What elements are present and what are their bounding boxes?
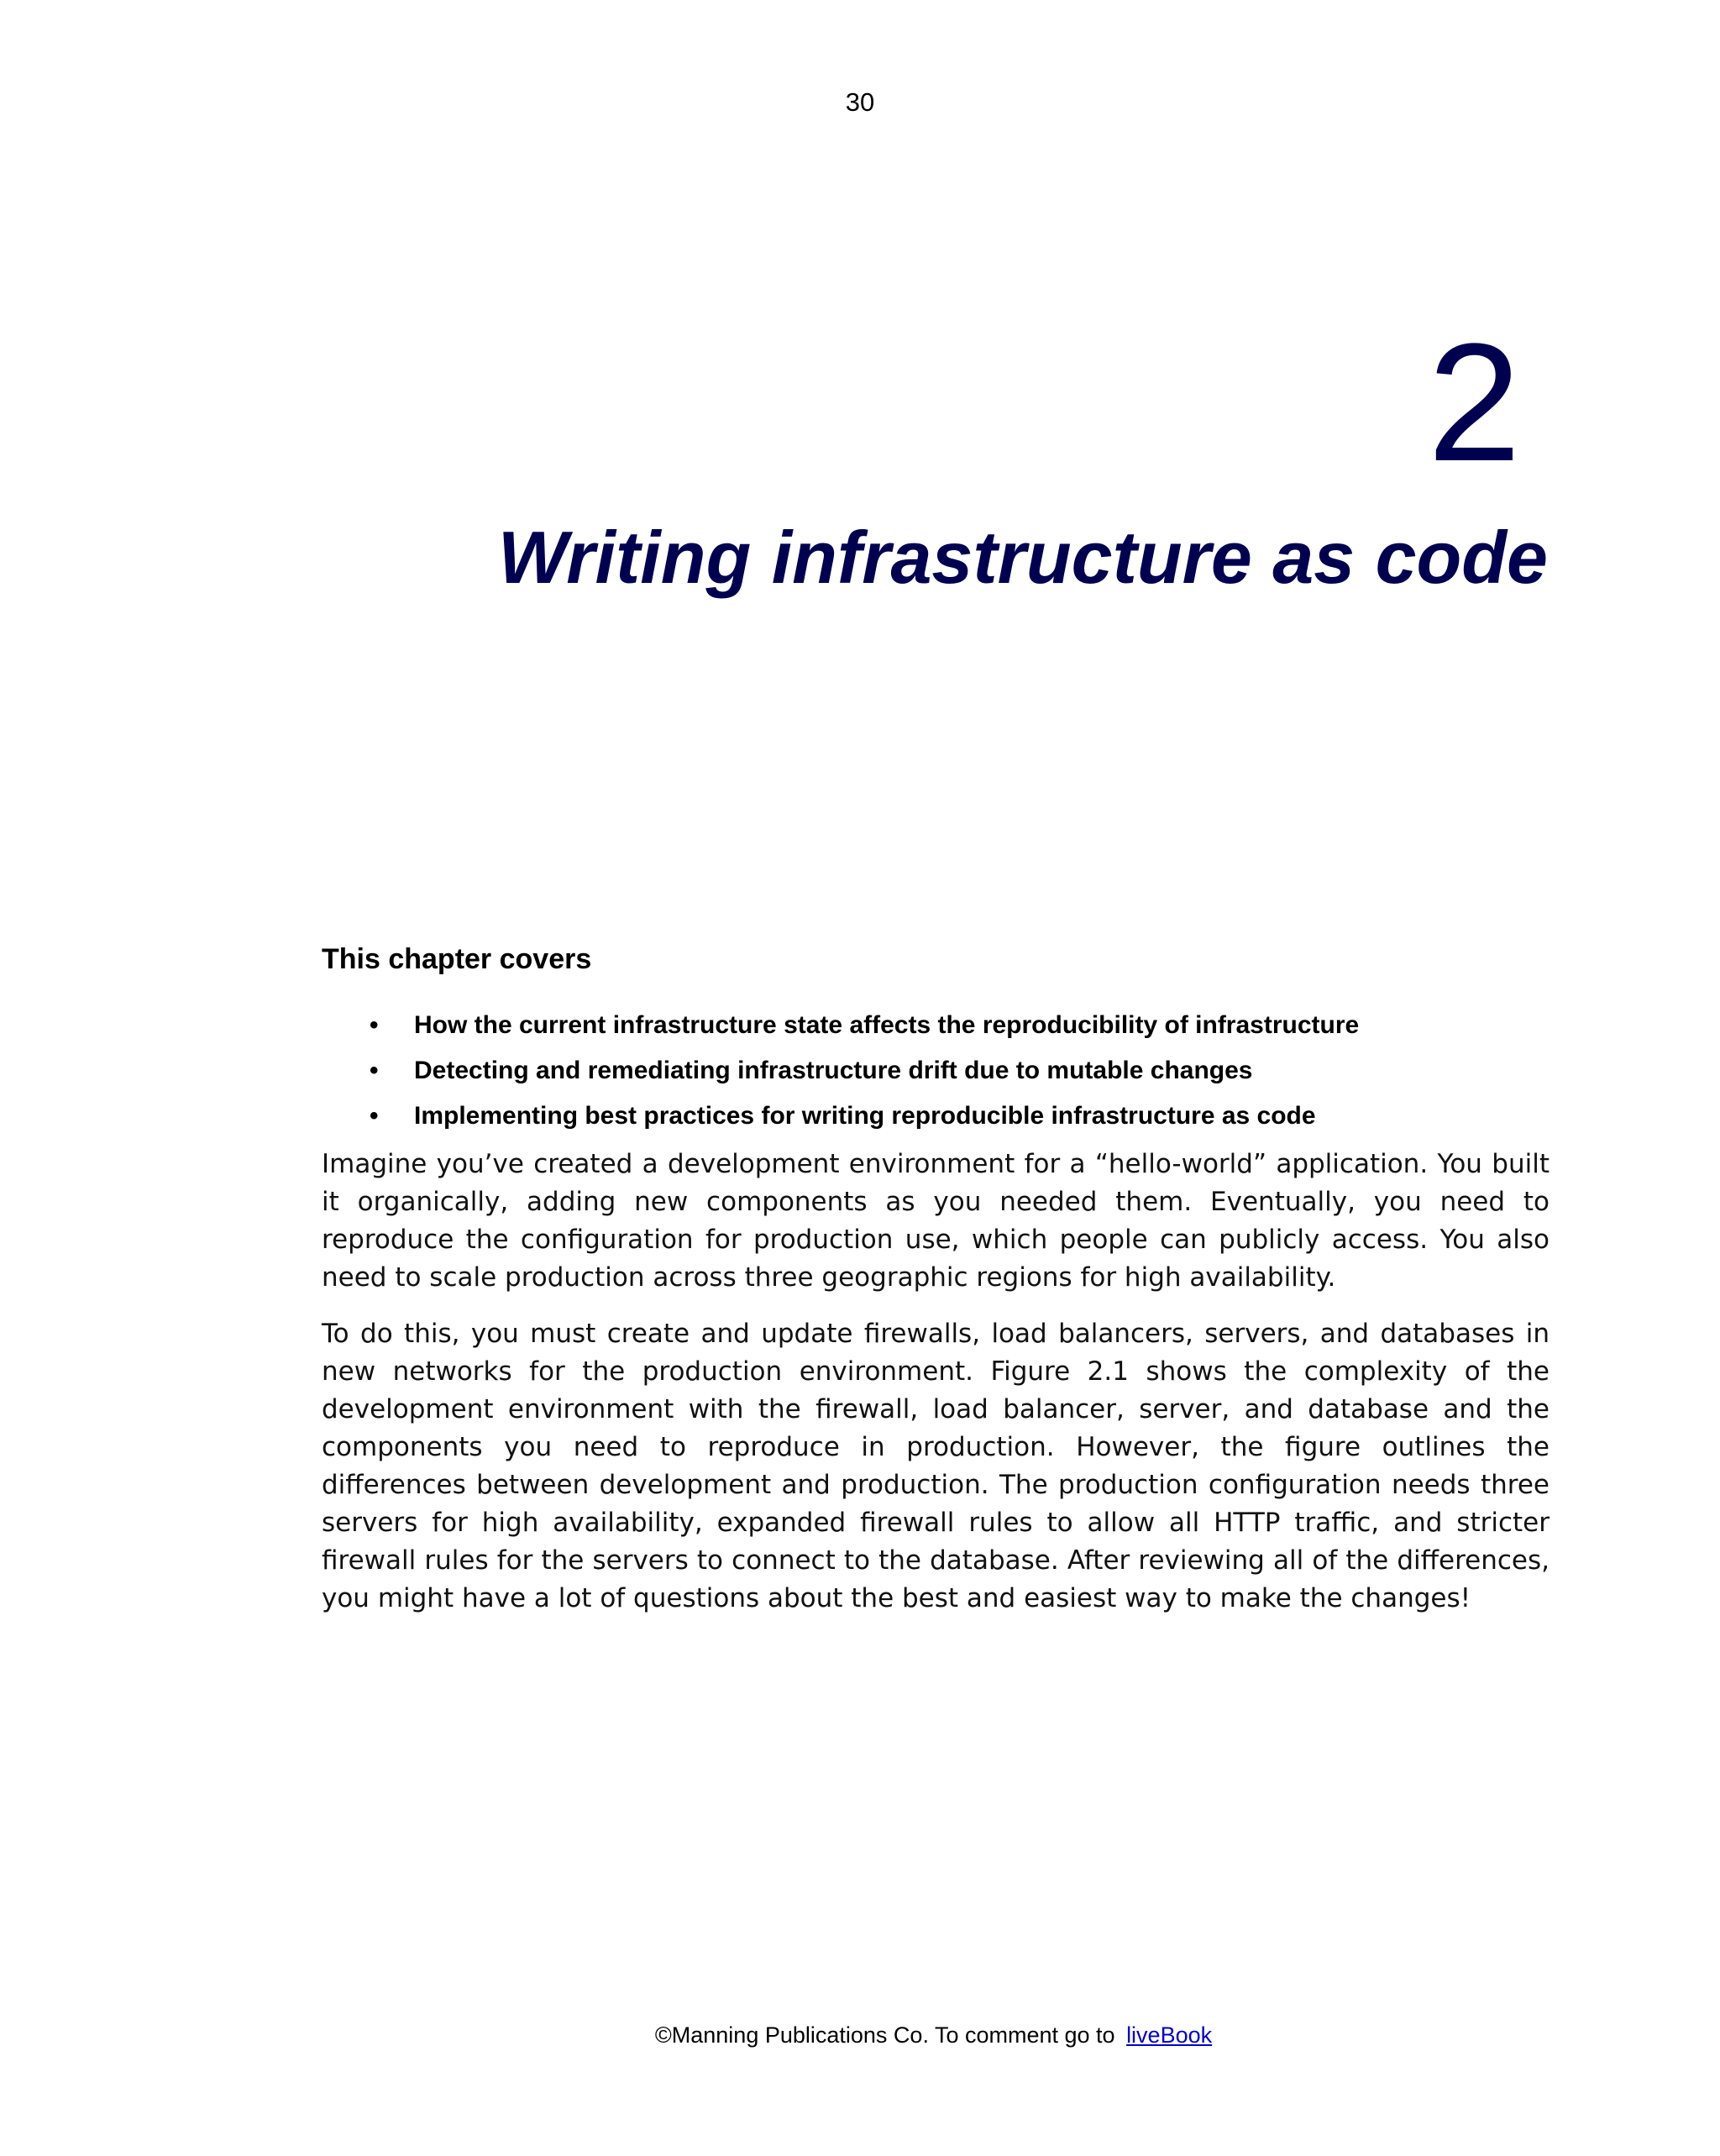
- chapter-number: 2: [1427, 309, 1521, 496]
- chapter-title: Writing infrastructure as code: [497, 516, 1548, 599]
- chapter-body: [322, 939, 1550, 1636]
- covers-heading: This chapter covers: [322, 943, 592, 975]
- body-paragraph: Imagine you’ve created a development environment for a “hello-world” application. You built it organically, adding new components as you needed them. Eventually, you need to reproduce the configuration for production use, which people can publicly access. You also need to scale production across three geographic regions for high availability.: [322, 1149, 1550, 1293]
- page-number: 30: [845, 87, 875, 117]
- covers-item-text: Detecting and remediating infrastructure drift due to mutable changes: [414, 1057, 1253, 1084]
- bullet-icon: •: [370, 1057, 379, 1084]
- covers-item: [322, 1003, 1550, 1048]
- livebook-link[interactable]: liveBook: [1126, 2022, 1213, 2048]
- covers-item-text: Implementing best practices for writing reproducible infrastructure as code: [414, 1102, 1316, 1130]
- footer-text: ©Manning Publications Co. To comment go to: [654, 2022, 1122, 2048]
- footer: [0, 2020, 1720, 2050]
- bullet-icon: •: [370, 1102, 379, 1130]
- covers-item-text: How the current infrastructure state affects the reproducibility of infrastructure: [414, 1011, 1360, 1039]
- covers-list: [322, 1003, 1550, 1139]
- covers-item: [322, 1094, 1550, 1139]
- bullet-icon: •: [370, 1011, 379, 1039]
- covers-item: [322, 1048, 1550, 1094]
- body-paragraph: To do this, you must create and update firewalls, load balancers, servers, and databases in new networks for the production environment. Figure 2.1 shows the complexity of the development environment with the firewall, load balancer, server, and database and the components you need to reproduce in production. However, the figure outlines the differences between development and production. The production configuration needs three servers for high availability, expanded firewall rules to allow all HTTP traffic, and stricter firewall rules for the servers to connect to the database. After reviewing all of the differences, you might have a lot of questions about the best and easiest way to make the changes!: [322, 1319, 1550, 1613]
